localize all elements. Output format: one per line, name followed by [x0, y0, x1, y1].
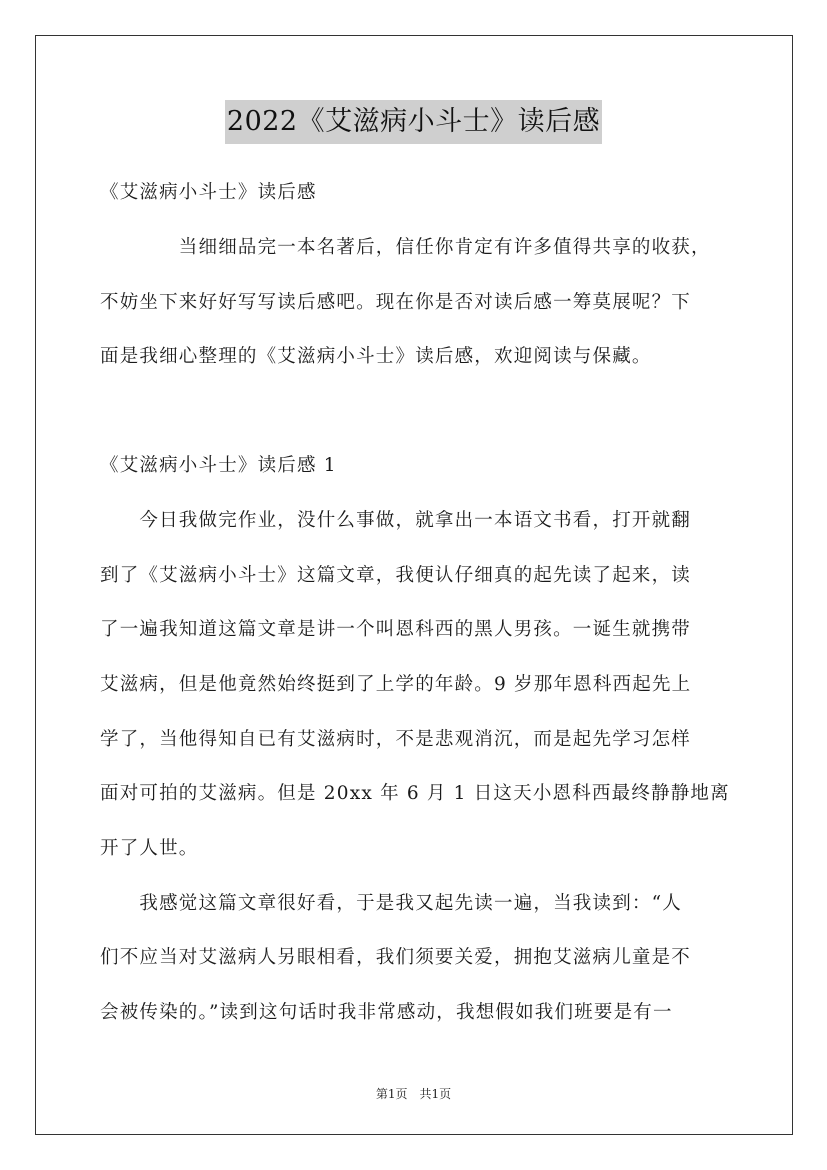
- paragraph-line: 今日我做完作业，没什么事做，就拿出一本语文书看，打开就翻: [100, 510, 692, 531]
- paragraph-line: 到了《艾滋病小斗士》这篇文章，我便认仔细真的起先读了起来，读: [100, 565, 692, 586]
- section-heading-intro: 《艾滋病小斗士》读后感: [100, 182, 317, 203]
- paragraph-line: 当细细品完一本名著后，信任你肯定有许多值得共享的收获，: [100, 237, 711, 258]
- document-title: 2022《艾滋病小斗士》读后感: [225, 100, 602, 144]
- paragraph-line: 不妨坐下来好好写写读后感吧。现在你是否对读后感一筹莫展呢？下: [100, 292, 692, 313]
- page-footer: [0, 1085, 827, 1102]
- paragraph-line: 会被传染的。”读到这句话时我非常感动，我想假如我们班要是有一: [100, 1002, 673, 1023]
- paragraph-line: 学了，当他得知自已有艾滋病时，不是悲观消沉，而是起先学习怎样: [100, 729, 692, 750]
- paragraph-line: 了一遍我知道这篇文章是讲一个叫恩科西的黑人男孩。一诞生就携带: [100, 619, 692, 640]
- paragraph-line: 面对可拍的艾滋病。但是 20xx 年 6 月 1 日这天小恩科西最终静静地离: [100, 783, 730, 804]
- page-number-label: 第1页 共1页: [375, 1087, 452, 1101]
- document-title-wrap: [0, 100, 827, 144]
- paragraph-line: 们不应当对艾滋病人另眼相看，我们须要关爱，拥抱艾滋病儿童是不: [100, 947, 692, 968]
- paragraph-line: 艾滋病，但是他竟然始终挺到了上学的年龄。9 岁那年恩科西起先上: [100, 674, 692, 695]
- paragraph-line: 面是我细心整理的《艾滋病小斗士》读后感，欢迎阅读与保藏。: [100, 346, 652, 367]
- section-heading-1: 《艾滋病小斗士》读后感 1: [100, 455, 337, 476]
- paragraph-line: 我感觉这篇文章很好看，于是我又起先读一遍，当我读到：“人: [100, 893, 682, 914]
- paragraph-line: 开了人世。: [100, 838, 199, 859]
